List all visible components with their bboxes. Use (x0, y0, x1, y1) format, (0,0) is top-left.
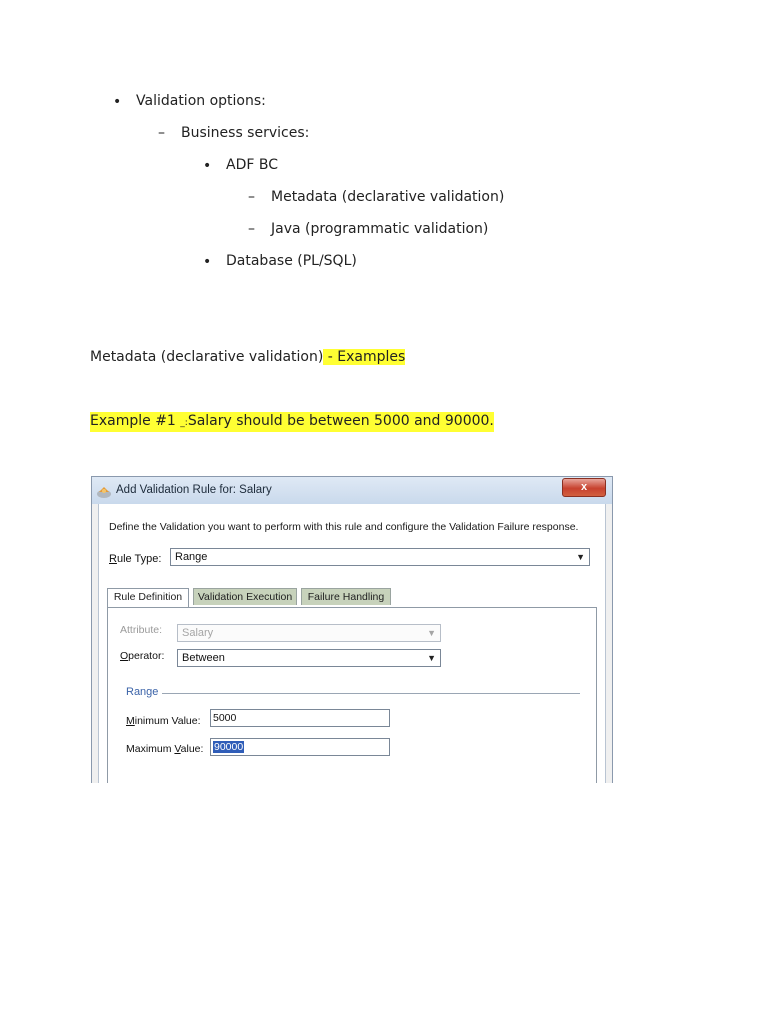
dialog-description: Define the Validation you want to perform with this rule and configure the Validation Failure response. (109, 521, 579, 533)
examples-heading-main: Metadata (declarative validation) (90, 349, 324, 365)
operator-select[interactable] (177, 649, 441, 667)
rule-type-value: Range (175, 551, 208, 563)
outline-bullet: – (158, 125, 165, 141)
examples-heading-highlight: - Examples (323, 349, 406, 365)
add-validation-rule-dialog (91, 476, 613, 783)
minimum-value-text: 5000 (213, 712, 237, 724)
operator-label: Operator: (120, 650, 165, 662)
outline-bullet: – (248, 221, 255, 237)
chevron-down-icon: ▼ (427, 628, 436, 638)
example-separator: _: (180, 418, 188, 428)
outline-bullet: • (203, 254, 212, 270)
maximum-value-input[interactable] (210, 738, 390, 756)
attribute-label: Attribute: (120, 624, 163, 636)
range-section-title: Range (126, 686, 159, 698)
dialog-content (98, 504, 606, 783)
maximum-value-text: 90000 (214, 741, 244, 753)
tab-failure-handling[interactable]: Failure Handling (301, 588, 391, 605)
outline-bullet: • (203, 158, 212, 174)
outline-item-database: Database (PL/SQL) (226, 253, 357, 269)
minimum-value-input[interactable] (210, 709, 390, 727)
operator-value: Between (182, 652, 225, 664)
attribute-select[interactable] (177, 624, 441, 642)
tab-validation-execution[interactable]: Validation Execution (193, 588, 297, 605)
chevron-down-icon: ▼ (427, 653, 436, 663)
maximum-value-label: Maximum Value: (126, 743, 204, 755)
rule-definition-panel (107, 607, 597, 783)
range-divider (162, 693, 580, 694)
examples-heading (90, 348, 405, 366)
rule-type-label: Rule Type: (109, 553, 162, 565)
example-text: Salary should be between 5000 and 90000. (187, 413, 494, 429)
outline-bullet: – (248, 189, 255, 205)
dialog-title: Add Validation Rule for: Salary (116, 484, 272, 496)
dialog-titlebar (92, 477, 612, 504)
close-button[interactable]: x (562, 478, 606, 497)
chevron-down-icon: ▼ (576, 552, 585, 562)
outline-bullet: • (113, 94, 122, 110)
outline-item-business-services: Business services: (181, 125, 310, 141)
tab-rule-definition[interactable]: Rule Definition (107, 588, 189, 608)
outline-item-adf-bc: ADF BC (226, 157, 278, 173)
outline-item-metadata: Metadata (declarative validation) (271, 189, 505, 205)
minimum-value-label: Minimum Value: (126, 715, 201, 727)
example-label: Example #1 (90, 413, 176, 429)
outline-item-validation-options: Validation options: (136, 93, 266, 109)
attribute-value: Salary (182, 627, 214, 639)
dialog-app-icon (96, 485, 112, 499)
example-1-line (90, 412, 494, 432)
rule-type-select[interactable] (170, 548, 590, 566)
outline-item-java: Java (programmatic validation) (271, 221, 489, 237)
